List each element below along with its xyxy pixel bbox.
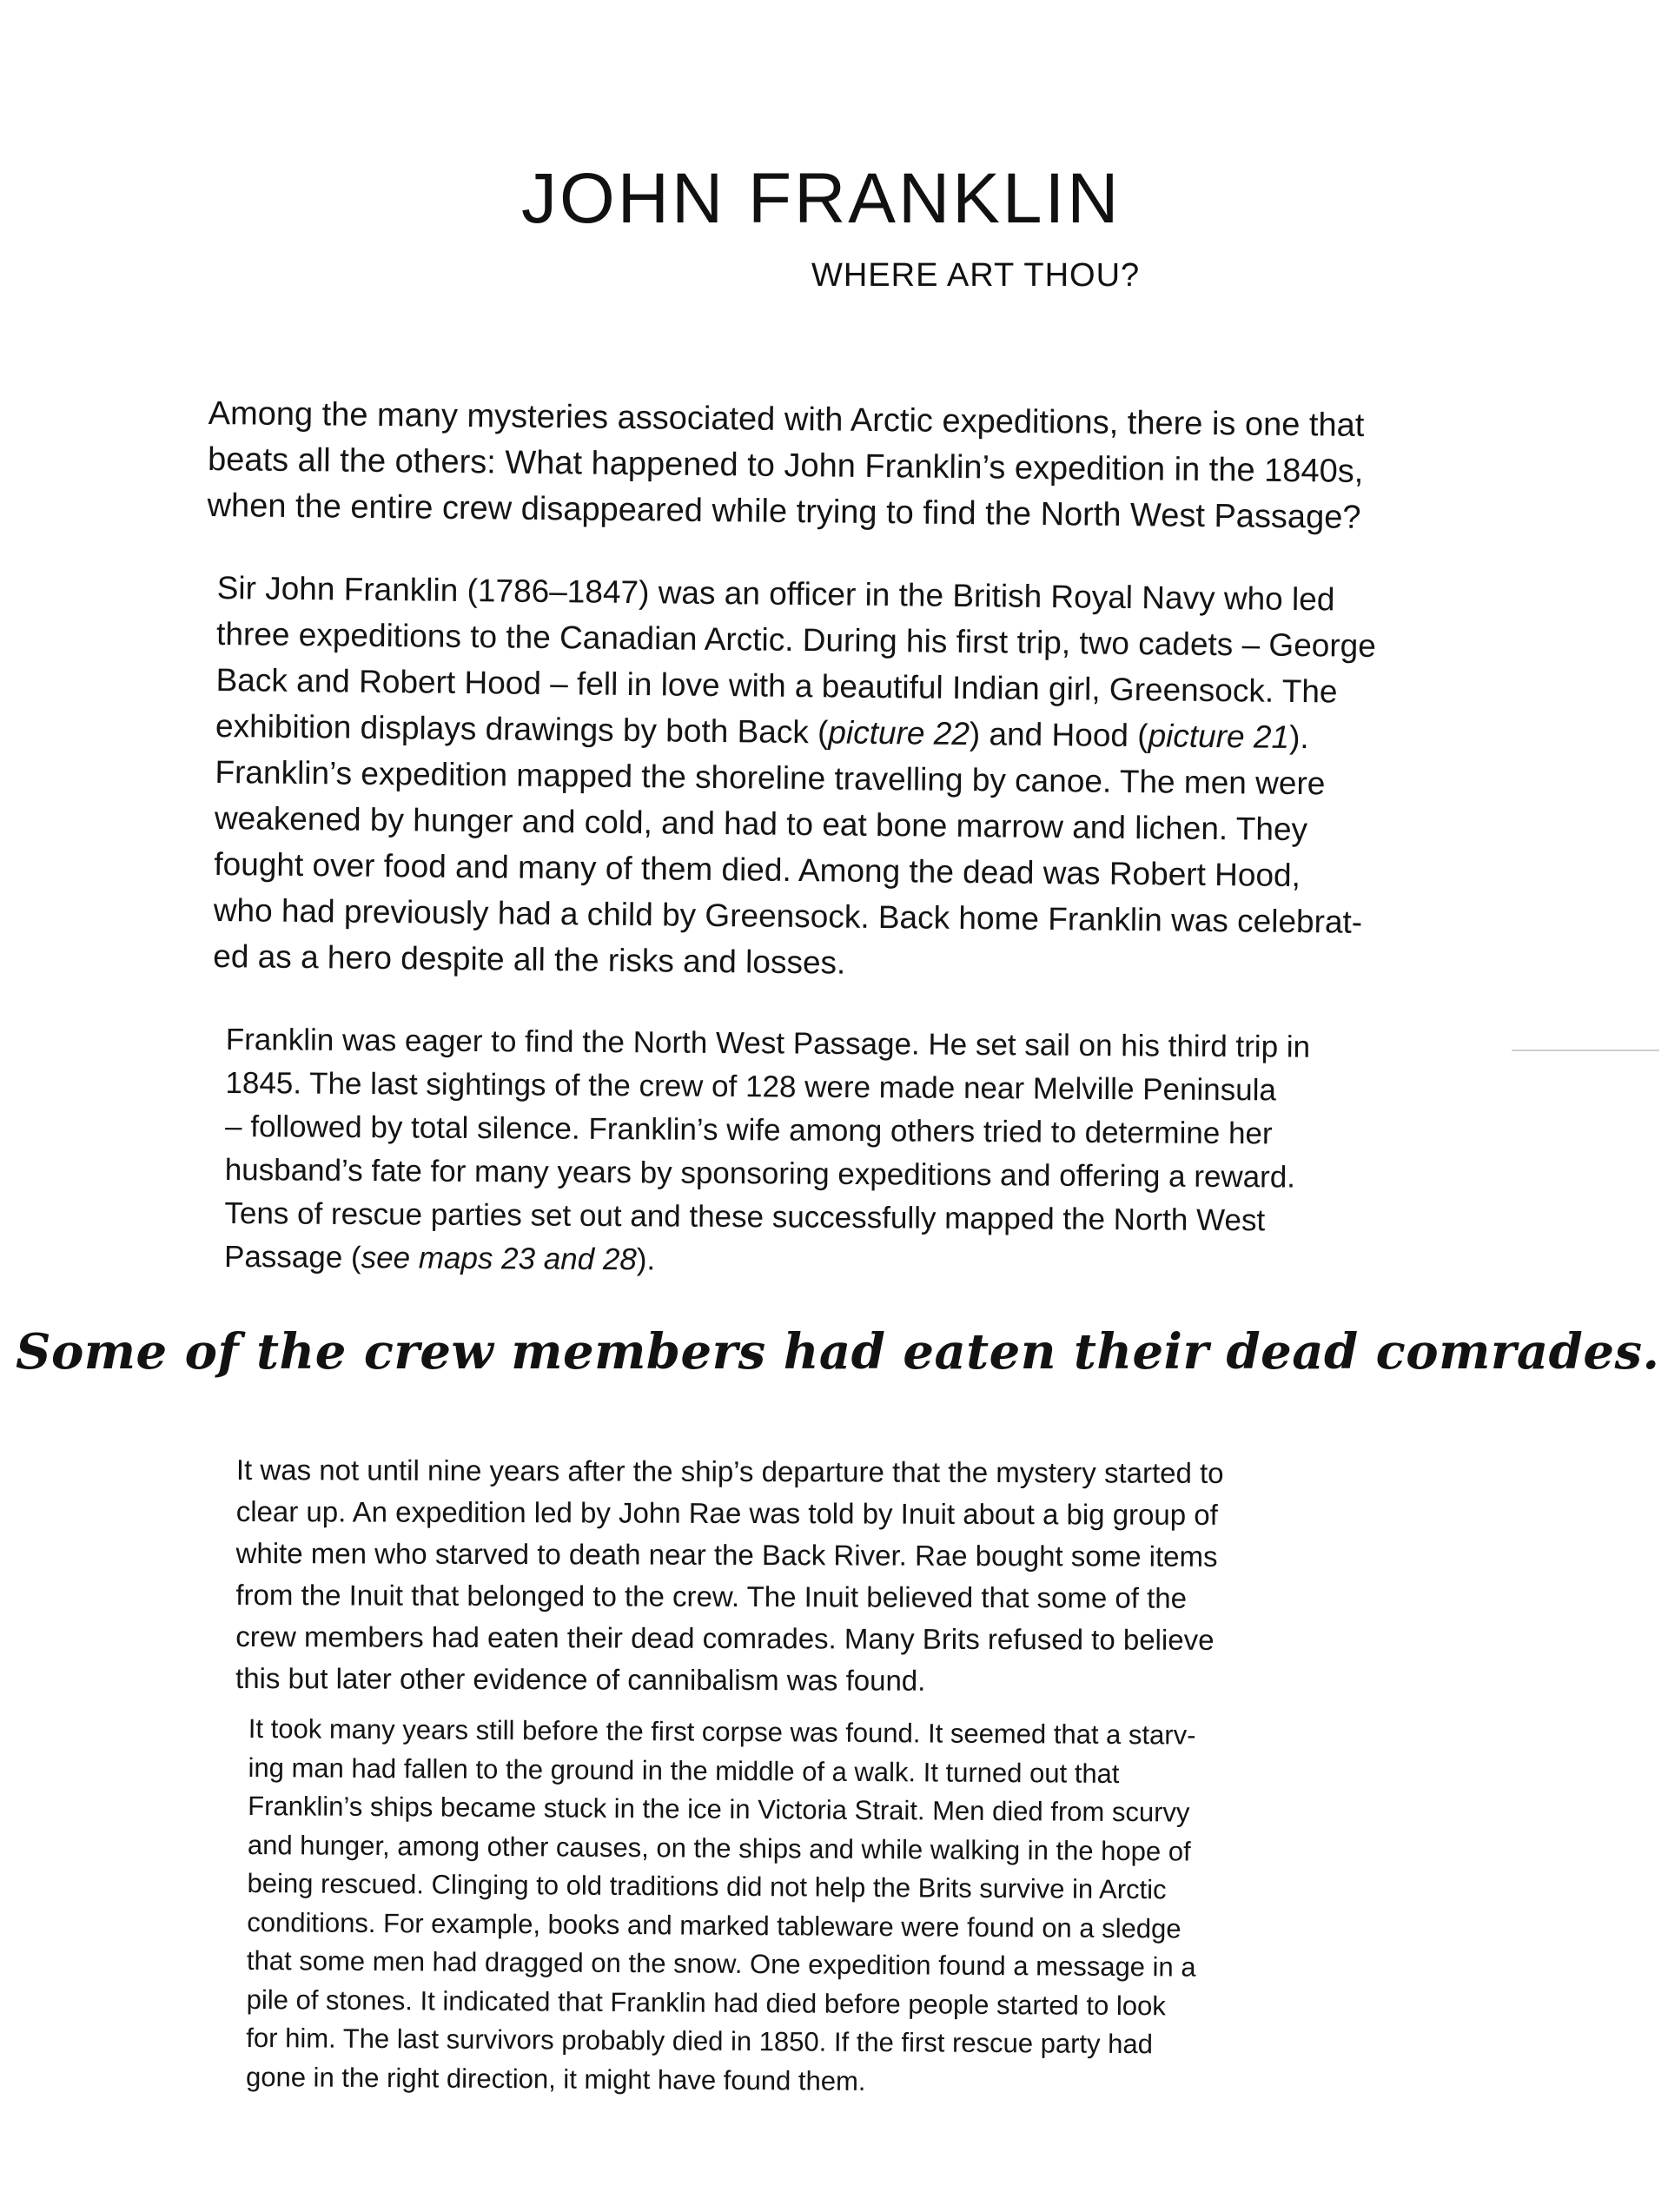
text-line: gone in the right direction, it might have found them. [245,2061,866,2096]
text-line: 1845. The last sightings of the crew of 128 were made near Melville Peninsula [225,1065,1277,1108]
text-line: this but later other evidence of cannibalism was found. [235,1661,926,1697]
text-line: It took many years still before the first corpse was found. It seemed that a starv- [248,1712,1196,1751]
text-line: Franklin’s ships became stuck in the ice in Victoria Strait. Men died from scurvy [248,1790,1190,1828]
paragraph-first-corpse [246,1710,1198,2103]
page-title: JOHN FRANKLIN [521,159,1122,238]
pull-quote: Some of the crew members had eaten their dead comrades. [16,1323,1660,1381]
text-line: being rescued. Clinging to old traditions did not help the Brits survive in Arctic [247,1867,1167,1905]
text-line: Tens of rescue parties set out and these successfully mapped the North West [224,1195,1266,1238]
text-line: from the Inuit that belonged to the crew. The Inuit believed that some of the [235,1578,1188,1614]
text-line: conditions. For example, books and marked tableware were found on a sledge [247,1906,1182,1944]
text-line: weakened by hunger and cold, and had to eat bone marrow and lichen. They [214,799,1308,848]
text-line: exhibition displays drawings by both Back (picture 22) and Hood (picture 21). [215,707,1309,756]
paragraph-john-rae [235,1449,1224,1703]
text-line: clear up. An expedition led by John Rae was told by Inuit about a big group of [235,1494,1218,1531]
paragraph-biography [213,565,1377,991]
text-line: for him. The last survivors probably died in 1850. If the first rescue party had [246,2022,1154,2060]
text-line: Passage (see maps 23 and 28). [223,1239,656,1277]
text-line: pile of stones. It indicated that Franklin had died before people started to look [246,1984,1166,2021]
text-line: ed as a hero despite all the risks and losses. [213,937,846,981]
text-line: that some men had dragged on the snow. One expedition found a message in a [246,1944,1196,1983]
page-subtitle: WHERE ART THOU? [811,257,1141,294]
text-line: when the entire crew disappeared while trying to find the North West Passage? [207,487,1361,536]
text-line: Back and Robert Hood – fell in love with a beautiful Indian girl, Greensock. The [215,661,1338,710]
text-line: It was not until nine years after the ship’s departure that the mystery started to [235,1454,1224,1489]
text-line: beats all the others: What happened to John Franklin’s expedition in the 1840s, [207,440,1364,490]
paragraph-third-trip [224,1018,1310,1287]
text-line: Franklin was eager to find the North West Passage. He set sail on his third trip in [225,1022,1311,1064]
paragraph-intro [207,391,1364,541]
text-line: fought over food and many of them died. Among the dead was Robert Hood, [214,845,1301,894]
text-line: crew members had eaten their dead comrades. Many Brits refused to believe [235,1619,1215,1656]
text-line: Sir John Franklin (1786–1847) was an officer in the British Royal Navy who led [216,569,1335,618]
text-line: white men who starved to death near the Back River. Rae bought some items [235,1536,1218,1573]
text-line: Among the many mysteries associated with Arctic expeditions, there is one that [208,394,1365,444]
text-line: – followed by total silence. Franklin’s wife among others tried to determine her [224,1109,1273,1151]
text-line: husband’s fate for many years by sponsoring expeditions and offering a reward. [224,1152,1296,1195]
text-line: who had previously had a child by Greensock. Back home Franklin was celebrat- [213,891,1363,940]
scan-mark [1512,1050,1659,1051]
text-line: three expeditions to the Canadian Arctic. During his first trip, two cadets – George [215,615,1377,664]
text-line: ing man had fallen to the ground in the middle of a walk. It turned out that [248,1752,1120,1789]
text-line: Franklin’s expedition mapped the shoreline travelling by canoe. The men were [215,753,1326,802]
text-line: and hunger, among other causes, on the ships and while walking in the hope of [247,1829,1191,1867]
